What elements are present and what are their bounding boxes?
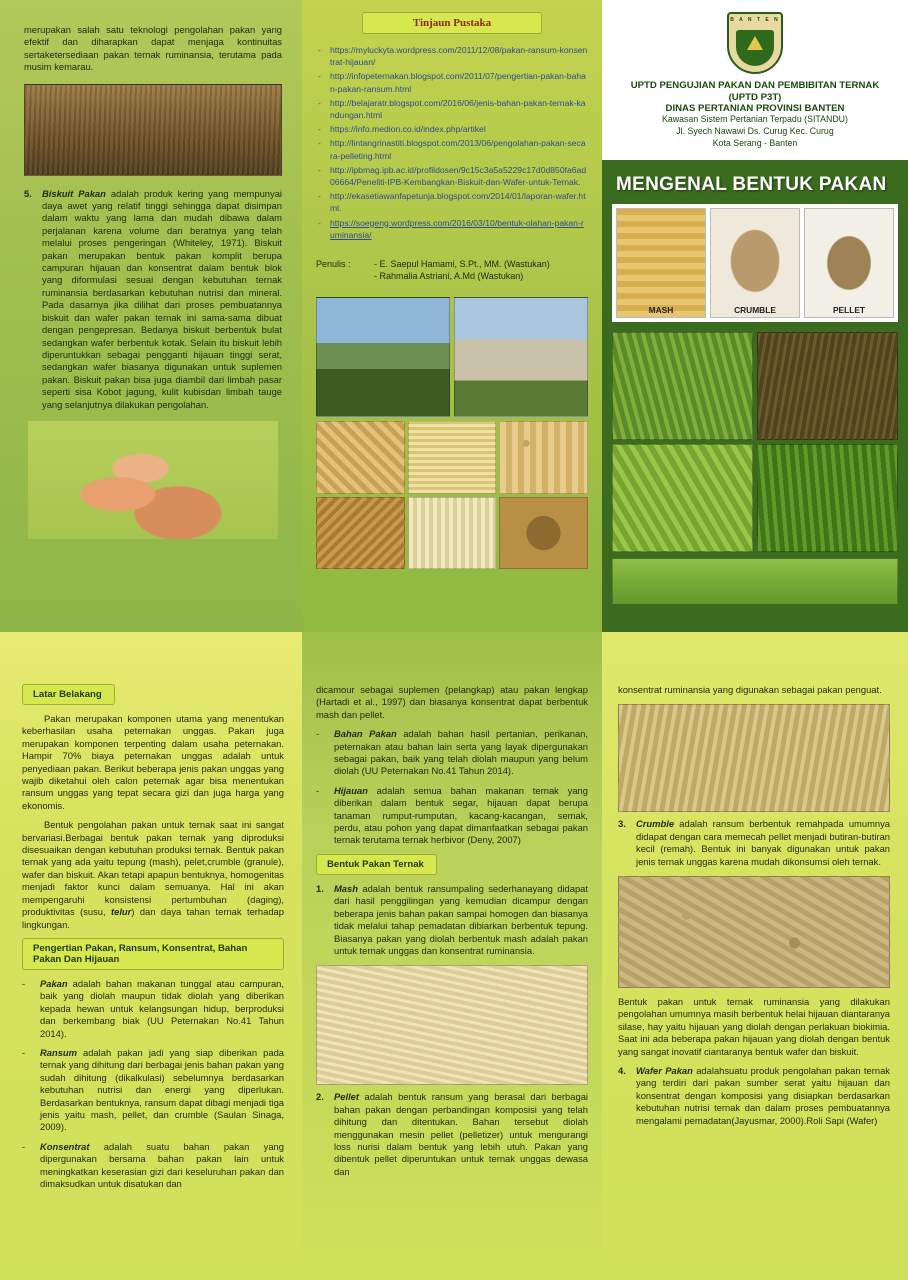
list-item[interactable] (316, 97, 588, 121)
paragraph-italic-term: telur (110, 906, 132, 918)
feed-biscuit-photo (28, 421, 278, 539)
link-text[interactable]: http://lintangrinastiti.blogspot.com/2013/06/pengolahan-pakan-secara-pelleting.html (330, 138, 586, 161)
forage-photo (612, 444, 753, 552)
ingredient-photo (408, 497, 497, 570)
panel-middle-bottom (302, 632, 602, 1280)
ingredient-photo (408, 421, 497, 494)
crumble-sample-photo (710, 208, 800, 318)
list-item (618, 1065, 890, 1127)
hay-block-photo (24, 84, 282, 176)
intro-paragraph: merupakan salah satu teknologi pengolahan pakan yang efektif dan diharapkan dapat menjaga kontinuitas sertaketersediaan pakan ternak ruminansia, terutama pada musim kemarau. (24, 24, 282, 73)
list-item (316, 883, 588, 957)
panel-left-top (0, 0, 302, 632)
org-line-2: (UPTD P3T) (728, 91, 782, 103)
seal-top-text: B A N T E N (730, 17, 780, 23)
org-line-3: DINAS PERTANIAN PROVINSI BANTEN (665, 102, 845, 114)
list-marker: - (22, 977, 26, 989)
list-item[interactable] (316, 137, 588, 161)
author-name: - E. Saepul Hamami, S.Pt., MM. (Wastukan) (374, 259, 550, 270)
ingredient-photo (499, 497, 588, 570)
term-label: Crumble (636, 818, 675, 830)
term-label: Wafer Pakan (636, 1065, 693, 1077)
building-photo-right (454, 297, 588, 417)
section-heading-background: Latar Belakang (22, 684, 115, 705)
ruminant-feed-paragraph (618, 996, 890, 1058)
list-marker: - (318, 124, 321, 135)
list-marker: - (318, 138, 321, 149)
list-item (316, 1091, 588, 1178)
list-item[interactable] (316, 164, 588, 188)
ingredient-photo (499, 421, 588, 494)
background-paragraph-2 (22, 819, 284, 931)
list-item (22, 978, 284, 1040)
list-item[interactable] (316, 70, 588, 94)
link-text[interactable]: https://info.medion.co.id/index.php/artikel (330, 124, 486, 135)
term-label: Mash (334, 882, 358, 894)
paragraph-part-a: Bentuk pengolahan pakan untuk ternak saat ini sangat bervariasi.Berbagai bentuk pakan ternak yang diproduksi disesuaikan dengan kebutuhan produksi ternak. Bentuk pakan ternak yang ada yaitu tepung (mash), pelet,crumble (granule), wafer dan biskuit. Akan tetapi apapun bentuknya, homogenitas menjadi faktor kunci dalam semuanya. Hal ini akan mempengaruhi konsistensi pertumbuhan (daging), produktivitas (susu, (22, 819, 284, 918)
crumble-label: CRUMBLE (734, 304, 776, 315)
term-label: Biskuit Pakan (42, 187, 106, 199)
continued-text-right (618, 684, 890, 696)
link-text[interactable]: http://infopeternakan.blogspot.com/2011/07/pengertian-pakan-bahan-pakan-ransum.html (330, 71, 586, 94)
building-photo-left (316, 297, 450, 417)
authors-label: Penulis : (316, 259, 351, 270)
banten-seal-icon (727, 12, 783, 74)
background-paragraph-1: Pakan merupakan komponen utama yang menentukan keberhasilan usaha peternakan unggas. Pakan juga merupakan komponen terpenting dalam usaha peternakan. Hampir 70% biaya peternakan unggas adalah untuk penyediaan pakan. Berikut beberapa jenis pakan unggas yang wajib diketahui oleh calon peternak agar bisa menentukan ransum unggas yang tepat secara gizi dan juga harga yang ekonomis. (22, 713, 284, 811)
term-text: adalah pakan jadi yang siap diberikan pada ternak yang dihitung dari berbagai jenis bahan pakan yang sudah dihitung (dikalkulasi) sebelumnya berdasarkan kebutuhan nutrisi dan energi yang diperlukan. Berdasarkan bentuknya, ransum dapat dibagi menjadi tiga jenis yaitu mash, pellet, dan crumble (Saulan Sinaga, 2009). (40, 1046, 284, 1133)
list-marker: 3. (618, 818, 626, 830)
seal-inner-shape (736, 30, 774, 66)
brochure-top-row (0, 0, 908, 632)
ruminant-paragraph-text: Bentuk pakan untuk ternak ruminansia yang dilakukan pengolahan umumnya masih berbentuk helai hijauan diantaranya silase, hay yaitu hijauan yang diolah dengan perlakuan biokimia. Saat ini ada beberapa pakan hijauan yang diolah dengan bentuk yang sangat inovatif ciantaranya bentuk wafer dan biskuit. (618, 996, 890, 1057)
link-text[interactable]: http://belajaratr.blogspot.com/2016/06/jenis-bahan-pakan-ternak-kandungan.html (330, 97, 586, 121)
continued-text (316, 684, 588, 721)
feed-forms-collage (612, 204, 898, 322)
biskuit-item-list (24, 188, 282, 411)
term-text: adalah bentuk ransumpaling sederhanayang didapat dari hasil penggilingan yang kemudian dicampur dengan beberapa jenis bahan pakan sampai homogen dan biasanya tidak melalui tahap pemadatan dibiarkan berbentuk tepung. Biasanya pakan yang diolah berbentuk mash adalah pakan untuk ternak unggas dan konsentrat ruminansia. (334, 882, 588, 956)
office-buildings-photo (316, 297, 588, 417)
list-marker: - (22, 1046, 26, 1058)
term-label: Pakan (40, 977, 68, 989)
feed-ingredients-collage (316, 421, 588, 569)
list-marker: - (22, 1140, 26, 1152)
organization-header (602, 0, 908, 160)
reference-link-list (316, 44, 588, 241)
term-text: adalahsuatu produk pengolahan pakan ternak yang terdiri dari pakan sumber serat yaitu hijauan dan konsentrat dengan komposisi yang disiapkan berdasarkan kebutuhan nutrisi ternak dan dalam proses pembuatannya mengalami pemadatan(Jayusmar, 2000).Roli Sapi (Wafer) (636, 1065, 890, 1126)
org-line-5: Jl. Syech Nawawi Ds. Curug Kec. Curug (676, 125, 834, 136)
term-text: adalah semua bahan makanan ternak yang diberikan dalam bentuk segar, hijauan dapat berupa tanaman rumput-rumputan, kacang-kacangan, semak, perdu, atau pohon yang dapat dimanfaatkan sebagai pakan ternak terutama ternak herbivor (Deny, 2007) (334, 784, 588, 846)
authors-names (374, 259, 550, 283)
link-text[interactable]: https://myluckyta.wordpress.com/2011/12/08/pakan-ransum-konsentrat-hijauan/ (330, 45, 588, 68)
panel-right-bottom (602, 632, 908, 1280)
authors-block (316, 259, 588, 283)
org-line-6: Kota Serang - Banten (712, 137, 798, 148)
list-item (24, 188, 282, 411)
term-text: adalah bentuk ransum yang berasal dari berbagai bahan pakan dengan perbandingan komposisi yang telah dihitung dan ditentukan. Bahan tersebut diolah menggunakan mesin pellet (pelletizer) untuk mengurangi loss nurisi dalam bentuk yang lebih utuh. Pakan yang dibentuk pellet diperuntukan untuk ternak unggas dewasa dan (334, 1091, 588, 1177)
pellet-sample-photo (804, 208, 894, 318)
continued-paragraph: konsentrat ruminansia yang digunakan sebagai pakan penguat. (618, 684, 882, 695)
definition-list-continued (316, 728, 588, 847)
paragraph-part-b: ) dan daya tahan ternak terhadap lingkungan. (22, 906, 284, 930)
definition-list (22, 978, 284, 1191)
mash-label: MASH (648, 304, 674, 315)
list-item[interactable] (316, 190, 588, 214)
ingredient-photo (316, 421, 405, 494)
section-heading-feed-forms: Bentuk Pakan Ternak (316, 854, 437, 875)
feed-form-list-continued (316, 1091, 588, 1178)
list-item (316, 785, 588, 847)
org-line-4: Kawasan Sistem Pertanian Terpadu (SITANDU) (662, 113, 848, 124)
list-item (618, 818, 890, 868)
list-marker: 4. (618, 1065, 626, 1077)
crumble-feed-photo (618, 876, 890, 988)
term-label: Hijauan (334, 784, 368, 796)
list-item[interactable] (316, 123, 588, 135)
link-text[interactable]: https://soegeng.wordpress.com/2016/03/10/bentuk-olahan-pakan-ruminansia/ (330, 217, 584, 240)
term-text: adalah produk kering yang mempunyai daya awet yang relatif tinggi sehingga dapat disimpan dalam waktu yang lama dan mudah dibawa dalam perjalanan karena volume dan beratnya yang telah melalui proses pengeringan (Whiteley, 1971). Biskuit pakan merupakan bentuk pakan komplit berupa campuran hijauan dan konsentrat dalam bentuk blok yang diformulasi sesuai dengan kebutuhan ternak ruminansia berdasarkan kebutuhan nutrisi dan mineral. Pada dasarnya jika dilihat dari proses pembuatannya biskuit dan wafer pakan ternak ini sama-sama dibuat dengan pengepresan. Bedanya biskuit berbentuk bulat sedangkan wafer berbentuk kotak. Selain itu biskuit lebih diperuntukkan sebagai pengganti hijauan tinggi serat, sedangkan wafer biasanya digunakan untuk suplemen pakan. Biskuit pakan bisa juga diambil dari limbah pasar seperti sisa Kobot jagung, kulit kubisdan limbah tauge yang selanjutnya dilakukan pengolahan. (42, 187, 282, 410)
background-text (22, 713, 284, 931)
mash-feed-photo (316, 965, 588, 1085)
list-marker: - (318, 71, 321, 82)
term-label: Bahan Pakan (334, 728, 397, 740)
list-marker: 5. (24, 187, 32, 199)
list-item (22, 1141, 284, 1191)
term-text: adalah bahan hasil pertanian, perikanan, peternakan atau bahan lain serta yang layak dipergunakan sebagai pakan, baik yang telah diolah maupun yang belum diolah (UU Peternakan No.41 Tahun 2014). (334, 728, 588, 777)
forage-plants-collage (612, 332, 898, 552)
forage-photo (757, 444, 898, 552)
pellet-label: PELLET (832, 304, 866, 315)
forage-photo (612, 332, 753, 440)
panel-right-top-cover (602, 0, 908, 632)
link-text[interactable]: http://ipbmag.ipb.ac.id/profildosen/9c15c3a5a5229c17d0d850fa6ad06664/Peneliti-IPB-Kembangkan-Biskuit-dan-Wafer-untuk-Ternak. (330, 164, 587, 188)
term-label: Konsentrat (40, 1140, 90, 1152)
list-marker: 2. (316, 1091, 324, 1103)
cover-title: MENGENAL BENTUK PAKAN (616, 173, 887, 195)
wafer-item-list (618, 1065, 890, 1127)
list-marker: - (318, 217, 321, 228)
term-label: Pellet (334, 1091, 360, 1103)
list-marker: 1. (316, 882, 324, 894)
section-heading-definitions: Pengertian Pakan, Ransum, Konsentrat, Bahan Pakan Dan Hijauan (22, 938, 284, 970)
feed-form-list (316, 883, 588, 957)
list-item[interactable] (316, 217, 588, 241)
crumble-item-list (618, 818, 890, 868)
list-marker: - (316, 728, 320, 740)
panel-middle-top (302, 0, 602, 632)
references-heading: Tinjaun Pustaka (362, 12, 542, 34)
list-item (316, 728, 588, 778)
forage-photo (757, 332, 898, 440)
link-text[interactable]: http://ekasetiawanfapetunja.blogspot.com/2014/01/laporan-wafer.html. (330, 191, 586, 214)
mash-sample-photo (616, 208, 706, 318)
panel-left-bottom (0, 632, 302, 1280)
list-marker: - (318, 97, 321, 108)
term-text: adalah ransum berbentuk remahpada umumnya didapat dengan cara memecah pellet menjadi butiran-butiran kecil (remah). Bentuk ini banyak digunakan untuk pakan jenis ternak unggas karena mudah dikonsumsi oleh ternak. (636, 818, 890, 867)
list-item[interactable] (316, 44, 588, 68)
grass-field-photo (612, 558, 898, 604)
term-text: adalah suatu bahan pakan yang dipergunakan bersama bahan pakan lain untuk meningkatkan keserasian gizi dari keseluruhan pakan dan dimaksudkan untuk disatukan dan (40, 1140, 284, 1189)
org-line-1: UPTD PENGUJIAN PAKAN DAN PEMBIBITAN TERNAK (630, 80, 880, 91)
list-marker: - (318, 45, 321, 55)
brochure-bottom-row (0, 632, 908, 1280)
pellet-feed-photo (618, 704, 890, 812)
ingredient-photo (316, 497, 405, 570)
term-label: Ransum (40, 1046, 77, 1058)
author-name: - Rahmalia Astriani, A.Md (Wastukan) (374, 271, 524, 282)
list-item (22, 1047, 284, 1134)
term-text: adalah bahan makanan tunggal atau campuran, baik yang diolah maupun tidak diolah yang diberikan kepada hewan untuk kelangsungan hidup, berproduksi dan berkembang biak (UU Peternakan No.41 Tahun 2014). (40, 977, 284, 1039)
list-marker: - (318, 164, 321, 175)
continued-paragraph: dicamour sebagai suplemen (pelangkap) atau pakan lengkap (Hartadi et al., 1997) dan biasanya konsentrat dapat berbentuk mash dan pellet. (316, 684, 588, 720)
list-marker: - (318, 191, 321, 202)
list-marker: - (316, 784, 320, 796)
